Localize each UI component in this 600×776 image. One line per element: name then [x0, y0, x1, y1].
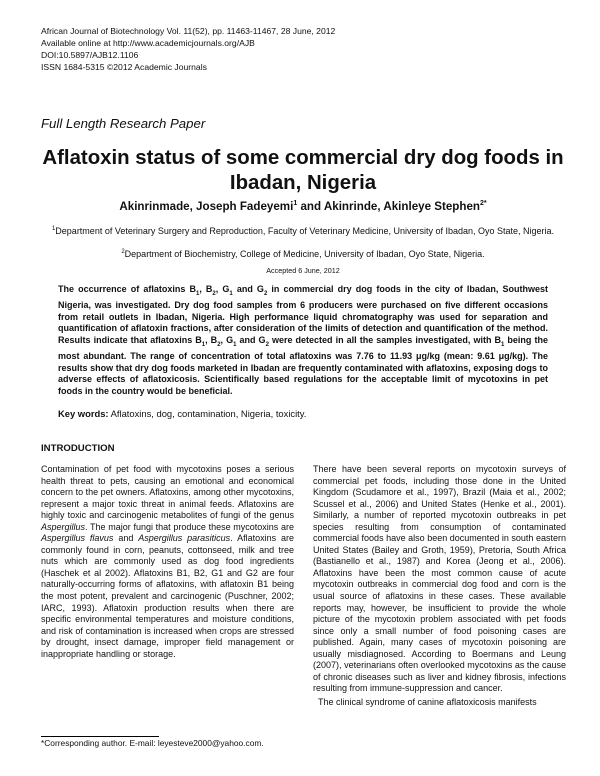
footnote: *Corresponding author. E-mail: leyesteve2000@yahoo.com. — [41, 738, 264, 748]
subscript: 2 — [217, 341, 221, 348]
abstract-text: The occurrence of aflatoxins B — [58, 284, 196, 294]
issn: ISSN 1684-5315 ©2012 Academic Journals — [41, 62, 207, 72]
body-text: and — [113, 533, 139, 544]
abstract-text: , B — [199, 284, 213, 294]
paper-title: Aflatoxin status of some commercial dry dog foods in Ibadan, Nigeria — [42, 147, 564, 194]
abstract-text: and G — [236, 334, 266, 345]
right-column — [313, 464, 566, 708]
body-text: . Aflatoxins are commonly found in corn, peanuts, cottonseed, milk and tree nuts which are commonly used as dog food ingredients (Haschek et al 2002). Aflatoxins B1, B2, G1 and G2 are four naturally-occurring forms of aflatoxins, with aflatoxin B1 being the most potent, prevalent and carcinogenic (Puschner, 2002; IARC, 1993). Aflatoxin production results when there are specific environmental temperatures and moisture conditions, and risk of contamination is increased when crops are stressed by drought, insect damage, improper field management or inappropriate handling or storage. — [41, 533, 294, 659]
affiliation-2-text: Department of Biochemistry, College of Medicine, University of Ibadan, Oyo State, Nigeria. — [124, 249, 485, 259]
journal-url: Available online at http://www.academicjournals.org/AJB — [41, 38, 255, 48]
body-text: . The major fungi that produce these mycotoxins are — [85, 521, 294, 532]
affiliation-2-sup: 2 — [121, 249, 125, 255]
abstract — [58, 284, 548, 397]
journal-citation: African Journal of Biotechnology Vol. 11(52), pp. 11463-11467, 28 June, 2012 — [41, 26, 336, 36]
italic-term: Aspergillus parasiticus — [138, 533, 231, 544]
subscript: 1 — [229, 290, 233, 297]
author-1-sup: 1 — [293, 200, 298, 208]
body-paragraph: The clinical syndrome of canine aflatoxicosis manifests — [318, 696, 537, 707]
author-1: Akinrinmade, Joseph Fadeyemi — [119, 200, 294, 213]
subscript: 2 — [212, 290, 216, 297]
abstract-text: and G — [232, 284, 264, 294]
authors — [41, 200, 565, 213]
left-column — [41, 464, 294, 660]
keywords-label: Key words: — [58, 408, 109, 419]
abstract-text: in commercial dry dog foods in the city of Ibadan, Southwest Nigeria, was investigated. Dry dog food samples from 6 producers were purchased on five different occasions from retail outlets in Ibadan, Nigeria. High performance liquid chromatography was used for separation and quantification of aflatoxin fractions, after consideration of the limits of detection and quantification of the method. Results indicate that aflatoxins B — [58, 284, 548, 345]
subscript: 1 — [201, 341, 206, 348]
body-text: Contamination of pet food with mycotoxins poses a serious health threat to pets, causing an emotional and economical concern to the pet owners. Aflatoxins, among other mycotoxins, represent a major toxic threat in animal feeds. Aflatoxins are highly toxic and carcinogenic metabolites of fungi of the genus — [41, 464, 294, 521]
subscript: 1 — [195, 290, 200, 297]
section-heading: INTRODUCTION — [41, 443, 115, 454]
affiliation-1-sup: 1 — [51, 226, 56, 232]
abstract-text: , G — [215, 284, 230, 294]
abstract-text: , G — [220, 334, 234, 345]
affiliation-2 — [41, 246, 565, 260]
abstract-text: , B — [205, 334, 218, 345]
italic-term: Aspergillus flavus — [41, 533, 114, 544]
keywords-text: Aflatoxins, dog, contamination, Nigeria, toxicity. — [108, 408, 307, 419]
abstract-text: were detected in all the samples investigated, with B — [268, 334, 502, 345]
journal-header — [41, 25, 335, 73]
affiliation-1-text: Department of Veterinary Surgery and Reproduction, Faculty of Veterinary Medicine, University of Ibadan, Oyo State, Nigeria. — [55, 226, 555, 236]
body-paragraph: There have been several reports on mycotoxin surveys of commercial pet foods, including those done in the United Kingdom (Scudamore et al., 1997), Brazil (Maia et al., 2002; Scussel et al., 2006) and United States (Henke et al., 2001). Similarly, a number of reported mycotoxin outbreaks in pet species resulting from consumption of contaminated commercial foods have also been documented in south eastern United States (Bailey and Groth, 1959), Pretoria, South Africa (Bastianello et al., 1987) and Korea (Jeong et al., 2006). Aflatoxins have been the most common cause of acute mycotoxin outbreaks in commercial dog food and corn is the usual source of aflatoxins in these cases. These available reports may, however, be insufficient to provide the whole picture of the mycotoxin problem associated with pet foods since only a small number of food poisoning cases are published. Again, many cases of mycotoxin poisoning are usually misdiagnosed. According to Boermans and Leung (2007), veterinarians often overlooked mycotoxins as the cause of chronic diseases such as liver and kidney fibrosis, infections resulting from immune-suppression and cancer. — [313, 464, 566, 694]
keywords — [58, 408, 548, 419]
subscript: 2 — [265, 341, 269, 348]
affiliation-1 — [41, 223, 565, 237]
footnote-rule — [41, 736, 159, 737]
subscript: 1 — [501, 341, 505, 348]
authors-and: and — [297, 200, 324, 213]
abstract-text: being the most abundant. The range of concentration of total aflatoxins was 7.76 to 11.93 μg/kg (mean: 9.61 μg/kg). The results show that dry dog foods marketed in Ibadan are frequently contaminated with aflatoxins, exposing dogs to adverse effects of aflatoxicosis. Scientifically based regulations for the acceptable limit of mycotoxins in pet foods in the country would be beneficial. — [58, 334, 548, 396]
accepted-date: Accepted 6 June, 2012 — [266, 266, 340, 275]
italic-term: Aspergillus — [41, 521, 86, 532]
paper-type: Full Length Research Paper — [41, 116, 206, 131]
author-2: Akinrinde, Akinleye Stephen — [323, 200, 480, 213]
doi: DOI:10.5897/AJB12.1106 — [41, 50, 139, 60]
subscript: 1 — [233, 341, 237, 348]
author-2-sup: 2* — [480, 200, 487, 208]
subscript: 2 — [263, 290, 268, 297]
